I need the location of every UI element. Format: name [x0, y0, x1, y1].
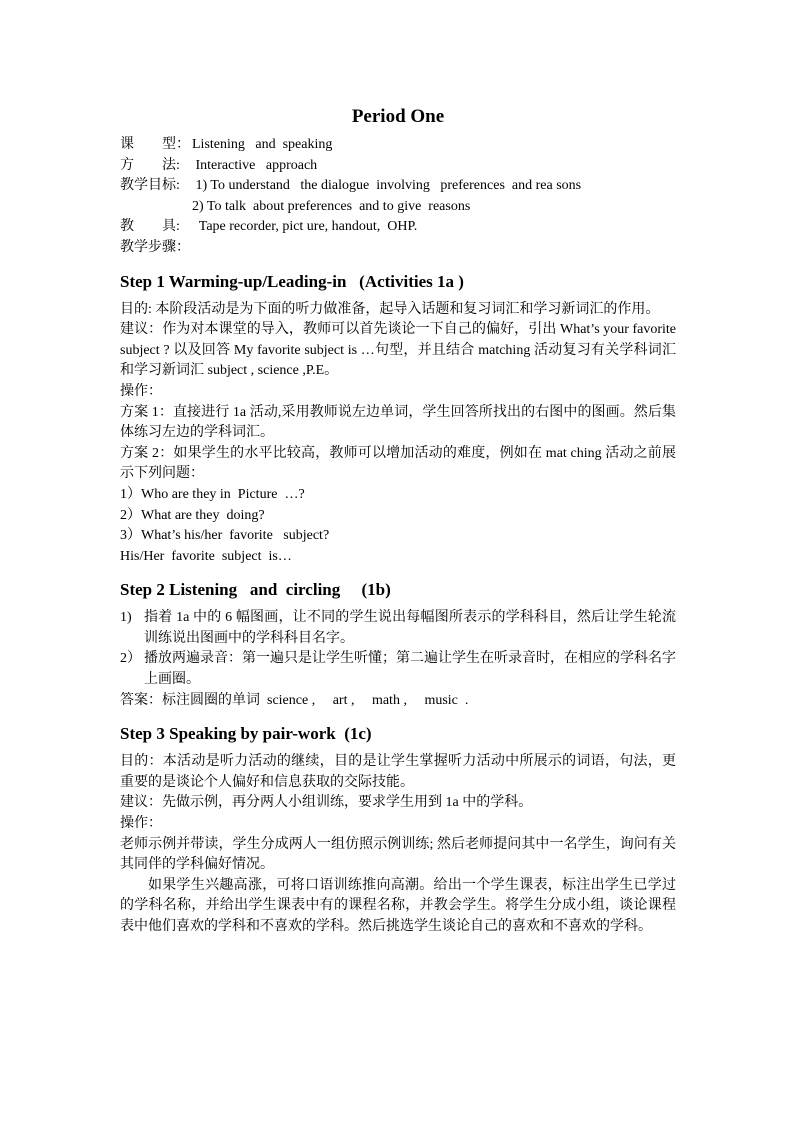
page-title: Period One: [351, 106, 445, 127]
method-row: [120, 156, 676, 177]
tools-label: 教 具:: [120, 219, 180, 235]
step3-operation-1: 老师示例并带读，学生分成两人一组仿照示例训练; 然后老师提问其中一名学生，询问有关其同伴的学科偏好情况。: [120, 836, 676, 873]
step3-suggestion: 建议：先做示例，再分两人小组训练，要求学生用到 1a 中的学科。: [120, 795, 533, 811]
step2-item-2: [120, 649, 676, 690]
step3-operation-2: 如果学生兴趣高涨，可将口语训练推向高潮。给出一个学生课表，标注出学生已学过的学科名称，并给出学生课表中有的课程名称，并教会学生。将学生分成小组，谈论课程表中他们喜欢的学科和不喜欢的学科。然后挑选学生谈论自己的喜欢和不喜欢的学科。: [120, 877, 676, 934]
tools-row: [120, 217, 676, 238]
steps-label: 教学步骤：: [120, 239, 190, 255]
step3-purpose: 目的：本活动是听力活动的继续，目的是让学生掌握听力活动中所展示的词语，句法，更重要的是谈论个人偏好和信息获取的交际技能。: [120, 754, 676, 790]
step1-purpose: 目的: 本阶段活动是为下面的听力做准备，起导入话题和复习词汇和学习新词汇的作用。: [120, 301, 660, 317]
step1-question-2: 2）What are they doing?: [120, 507, 265, 523]
lesson-type-row: [120, 135, 676, 156]
step1-heading: Step 1 Warming-up/Leading-in (Activities 1a ): [120, 271, 464, 291]
step2-item-2-number: 2）: [120, 651, 141, 667]
goal-label: 教学目标:: [120, 178, 180, 194]
step2-item-2-text: 播放两遍录音：第一遍只是让学生听懂；第二遍让学生在听录音时，在相应的学科名字上画圈。: [144, 651, 676, 688]
goal-1: 1) To understand the dialogue involving preferences and rea sons: [192, 178, 582, 194]
step1-question-4: His/Her favorite subject is…: [120, 548, 292, 564]
step2-answer: 答案：标注圆圈的单词 science , art , math , music .: [120, 692, 469, 708]
lesson-type-value: Listening and speaking: [192, 137, 333, 152]
goal-2: 2) To talk about preferences and to give reasons: [192, 198, 471, 214]
step2-item-1-text: 指着 1a 中的 6 幅图画，让不同的学生说出每幅图所表示的学科科目，然后让学生轮流训练说出图画中的学科科目名字。: [144, 610, 676, 646]
method-value: Interactive approach: [192, 157, 318, 173]
step2-heading: Step 2 Listening and circling (1b): [120, 580, 391, 600]
step1-operation-label: 操作：: [120, 383, 162, 399]
step1-plan2: 方案 2：如果学生的水平比较高，教师可以增加活动的难度，例如在 mat ching 活动之前展示下列问题：: [120, 445, 676, 482]
lesson-type-label: 课 型：: [120, 137, 190, 152]
step2-item-1: [120, 608, 676, 649]
step1-question-1: 1）Who are they in Picture …?: [120, 486, 305, 502]
step1-suggestion: 建议：作为对本课堂的导入，教师可以首先谈论一下自己的偏好，引出 What’s your favorite subject ? 以及回答 My favorite subject is …句型，并且结合 matching 活动复习有关学科词汇和学习新词汇 subject , science ,P.E。: [120, 322, 676, 379]
tools-value: Tape recorder, pict ure, handout, OHP.: [192, 219, 418, 235]
step3-operation-label: 操作：: [120, 816, 162, 832]
step2-item-1-number: 1): [120, 610, 132, 626]
step1-question-3: 3）What’s his/her favorite subject?: [120, 528, 330, 544]
step1-plan1: 方案 1：直接进行 1a 活动,采用教师说左边单词，学生回答所找出的右图中的图画。然后集体练习左边的学科词汇。: [120, 404, 676, 441]
method-label: 方 法:: [120, 157, 180, 173]
step3-heading: Step 3 Speaking by pair-work (1c): [120, 724, 372, 744]
document-page: [120, 104, 676, 938]
goal-row: [120, 176, 676, 197]
